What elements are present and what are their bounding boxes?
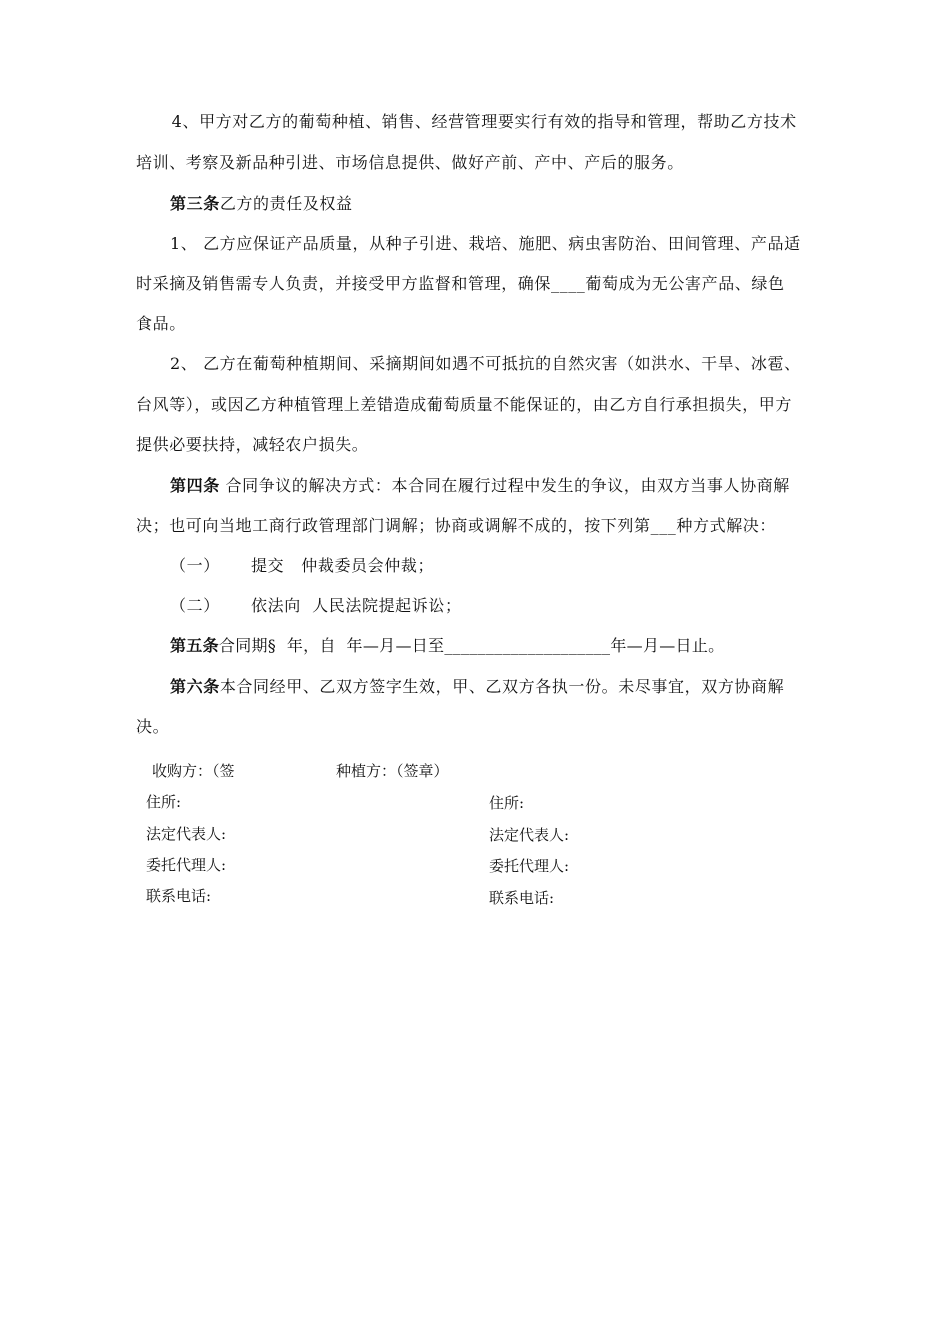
clause-a3-1-line3: 食品。 xyxy=(136,314,186,333)
grower-phone-label: 联系电话: xyxy=(489,889,555,907)
buyer-address-label: 住所: xyxy=(146,793,182,811)
buyer-signature-label: 收购方：（签 xyxy=(152,762,235,780)
clause-a2-4-line1: 4、甲方对乙方的葡萄种植、销售、经营管理要实行有效的指导和管理，帮助乙方技术 xyxy=(166,112,797,131)
article-4-text: 合同争议的解决方式：本合同在履行过程中发生的争议，由双方当事人协商解 xyxy=(219,476,790,495)
article-6-text: 本合同经甲、乙双方签字生效，甲、乙双方各执一份。未尽事宜，双方协商解 xyxy=(219,677,785,696)
article-4-line1 xyxy=(170,476,790,496)
article-6-line1 xyxy=(170,677,784,697)
grower-agent-label: 委托代理人: xyxy=(489,857,570,875)
clause-a3-2-line1: 2、 乙方在葡萄种植期间、采摘期间如遇不可抵抗的自然灾害（如洪水、干旱、冰雹、 xyxy=(170,354,801,373)
buyer-agent-label: 委托代理人: xyxy=(146,856,227,874)
clause-a3-2-line2: 台风等），或因乙方种植管理上差错造成葡萄质量不能保证的，由乙方自行承担损失，甲方 xyxy=(136,395,793,414)
grower-address-label: 住所: xyxy=(489,794,525,812)
option-1-number: （一） xyxy=(170,556,220,575)
article-4-label: 第四条 xyxy=(170,476,220,495)
article-3-heading xyxy=(170,194,353,214)
buyer-legal-rep-label: 法定代表人: xyxy=(146,825,227,843)
article-3-label: 第三条 xyxy=(170,194,220,213)
clause-a3-1-line1: 1、 乙方应保证产品质量，从种子引进、栽培、施肥、病虫害防治、田间管理、产品适 xyxy=(170,234,801,253)
grower-signature-label: 种植方：（签章） xyxy=(336,762,449,780)
article-5-line xyxy=(170,636,724,656)
option-2-number: （二） xyxy=(170,596,220,615)
grower-legal-rep-label: 法定代表人: xyxy=(489,826,570,844)
clause-a2-4-line2: 培训、考察及新品种引进、市场信息提供、做好产前、产中、产后的服务。 xyxy=(136,153,684,172)
option-1-text: 提交 仲裁委员会仲裁； xyxy=(251,556,435,575)
option-2-text: 依法向 人民法院提起诉讼； xyxy=(251,596,462,615)
article-5-label: 第五条 xyxy=(170,636,219,655)
buyer-phone-label: 联系电话: xyxy=(146,887,212,905)
article-4-line2: 决；也可向当地工商行政管理部门调解；协商或调解不成的，按下列第___种方式解决： xyxy=(136,516,777,535)
clause-a3-2-line3: 提供必要扶持，减轻农户损失。 xyxy=(136,435,369,454)
article-6-label: 第六条 xyxy=(170,677,220,696)
article-3-title: 乙方的责任及权益 xyxy=(219,194,353,213)
article-5-text: 合同期§ 年，自 年—月—日至____________________年—月—日止。 xyxy=(218,636,725,655)
article-6-line2: 决。 xyxy=(136,717,170,736)
clause-a3-1-line2: 时采摘及销售需专人负责，并接受甲方监督和管理，确保____葡萄成为无公害产品、绿色 xyxy=(136,274,785,293)
